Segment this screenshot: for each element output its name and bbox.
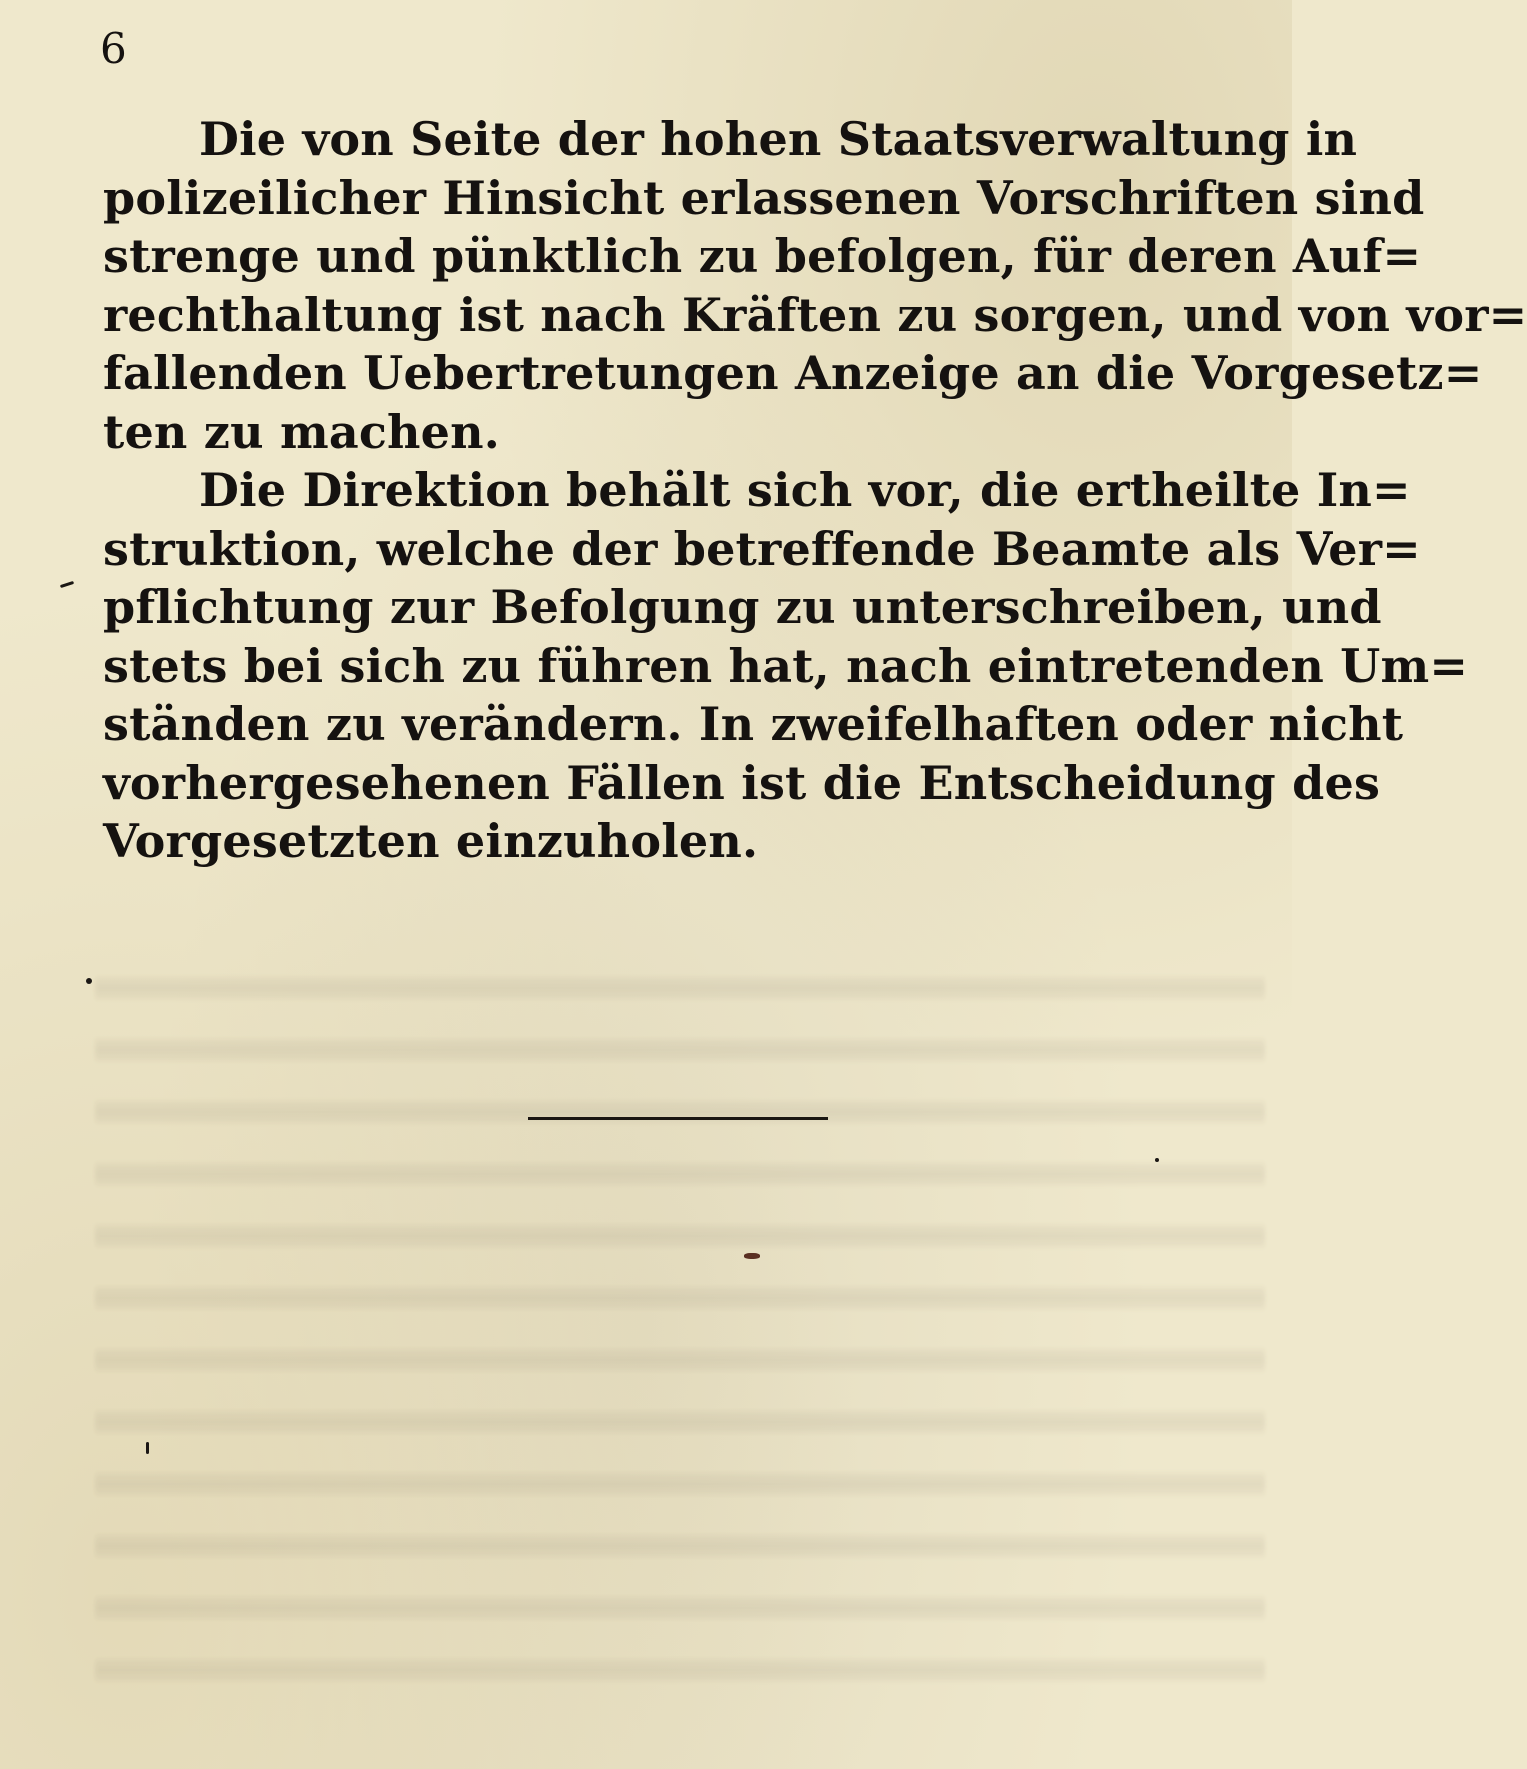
section-divider-rule xyxy=(528,1117,828,1120)
text-line: rechthaltung ist nach Kräften zu sorgen, und von vor= xyxy=(103,287,1527,342)
text-line: Vorgesetzten einzuholen. xyxy=(103,814,759,868)
text-line: vorhergesehenen Fällen ist die Entscheidung des xyxy=(103,755,1381,810)
text-line: Die von Seite der hohen Staatsverwaltung in xyxy=(199,112,1358,166)
ink-speck xyxy=(60,581,74,588)
ink-speck xyxy=(744,1253,760,1259)
text-line: polizeilicher Hinsicht erlassenen Vorschriften sind xyxy=(103,170,1425,225)
text-line: strenge und pünktlich zu befolgen, für deren Auf= xyxy=(103,229,1422,283)
ink-speck xyxy=(1155,1158,1159,1162)
ink-speck xyxy=(86,978,92,984)
paragraph-1 xyxy=(103,110,1527,461)
ink-speck xyxy=(146,1442,149,1454)
page-number: 6 xyxy=(100,24,127,73)
body-text xyxy=(103,110,1527,871)
text-line: ten zu machen. xyxy=(103,404,501,459)
text-line: struktion, welche der betreffende Beamte als Ver= xyxy=(103,521,1421,576)
text-line: Die Direktion behält sich vor, die ertheilte In= xyxy=(199,463,1411,517)
show-through-text xyxy=(95,940,1265,1720)
text-line: ständen zu verändern. In zweifelhaften oder nicht xyxy=(103,697,1404,751)
text-line: stets bei sich zu führen hat, nach eintretenden Um= xyxy=(103,638,1469,693)
paragraph-2 xyxy=(103,461,1469,871)
text-line: fallenden Uebertretungen Anzeige an die Vorgesetz= xyxy=(103,346,1483,400)
text-line: pflichtung zur Befolgung zu unterschreiben, und xyxy=(103,580,1382,634)
